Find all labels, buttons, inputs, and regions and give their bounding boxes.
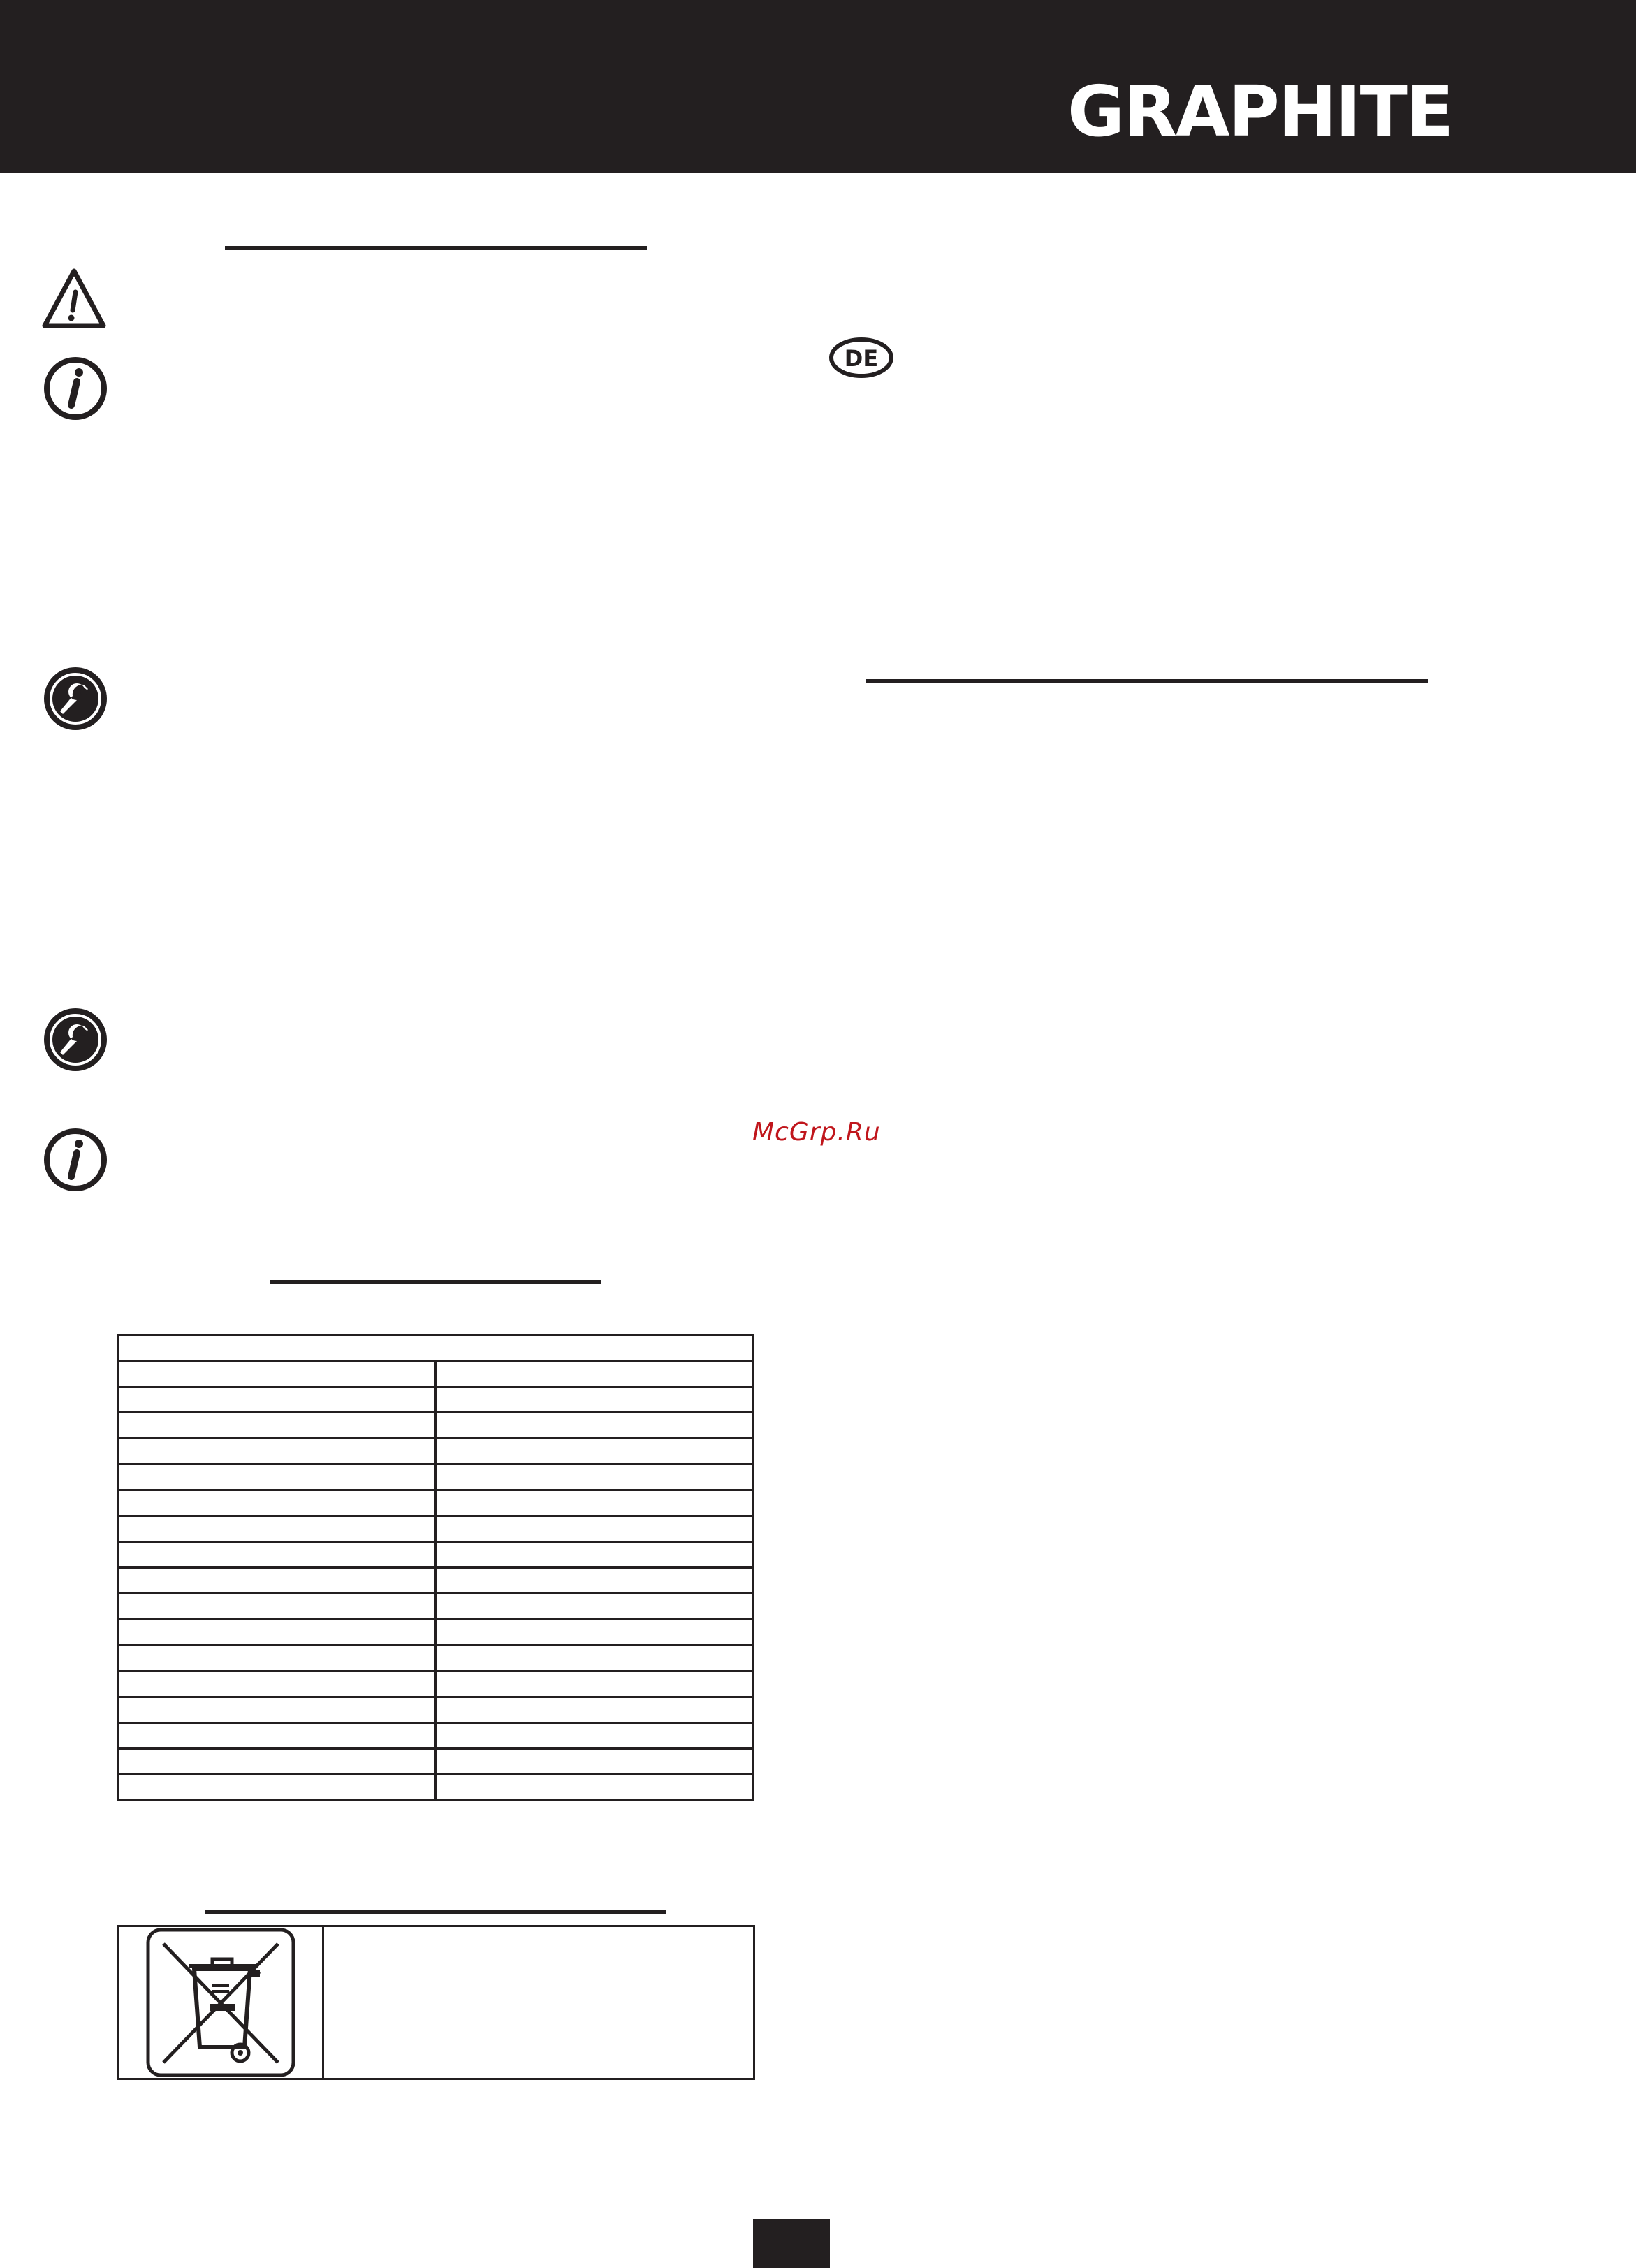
section-heading-rule-technical-data bbox=[270, 1280, 601, 1284]
table-row bbox=[119, 1568, 753, 1594]
crossed-out-wheelie-bin-icon bbox=[145, 1927, 296, 2078]
wrench-icon bbox=[42, 665, 109, 732]
table-row bbox=[119, 1749, 753, 1775]
table-row bbox=[119, 1594, 753, 1620]
graphite-logo bbox=[1067, 74, 1456, 144]
table-row bbox=[119, 1413, 753, 1439]
table-row bbox=[119, 1516, 753, 1542]
page-header bbox=[0, 0, 1636, 173]
table-row bbox=[119, 1645, 753, 1671]
table-row bbox=[119, 1620, 753, 1645]
table-row bbox=[119, 1671, 753, 1697]
section-heading-rule-safety bbox=[225, 246, 647, 250]
table-row bbox=[119, 1439, 753, 1464]
warning-triangle-icon bbox=[41, 266, 108, 333]
table-row bbox=[119, 1723, 753, 1749]
table-row bbox=[119, 1775, 753, 1801]
table-row bbox=[119, 1697, 753, 1723]
info-icon bbox=[42, 1126, 109, 1193]
table-row bbox=[119, 1361, 753, 1387]
technical-data-table bbox=[117, 1334, 754, 1801]
table-row bbox=[119, 1542, 753, 1568]
watermark: McGrp.Ru bbox=[752, 1118, 881, 1147]
disposal-info-box bbox=[117, 1925, 755, 2080]
page-number-tab bbox=[753, 2219, 830, 2268]
info-icon bbox=[42, 355, 109, 422]
table-row bbox=[119, 1464, 753, 1490]
language-badge-de bbox=[828, 337, 894, 379]
box-divider bbox=[322, 1927, 324, 2078]
wrench-icon bbox=[42, 1006, 109, 1073]
language-code: DE bbox=[844, 345, 879, 372]
section-heading-rule-disposal bbox=[205, 1910, 666, 1914]
table-header-cell bbox=[119, 1335, 753, 1361]
table-row bbox=[119, 1490, 753, 1516]
section-heading-rule-right bbox=[866, 679, 1428, 683]
brand-name: GRAPHITE bbox=[1067, 74, 1453, 144]
table-row bbox=[119, 1387, 753, 1413]
table-header-row bbox=[119, 1335, 753, 1361]
